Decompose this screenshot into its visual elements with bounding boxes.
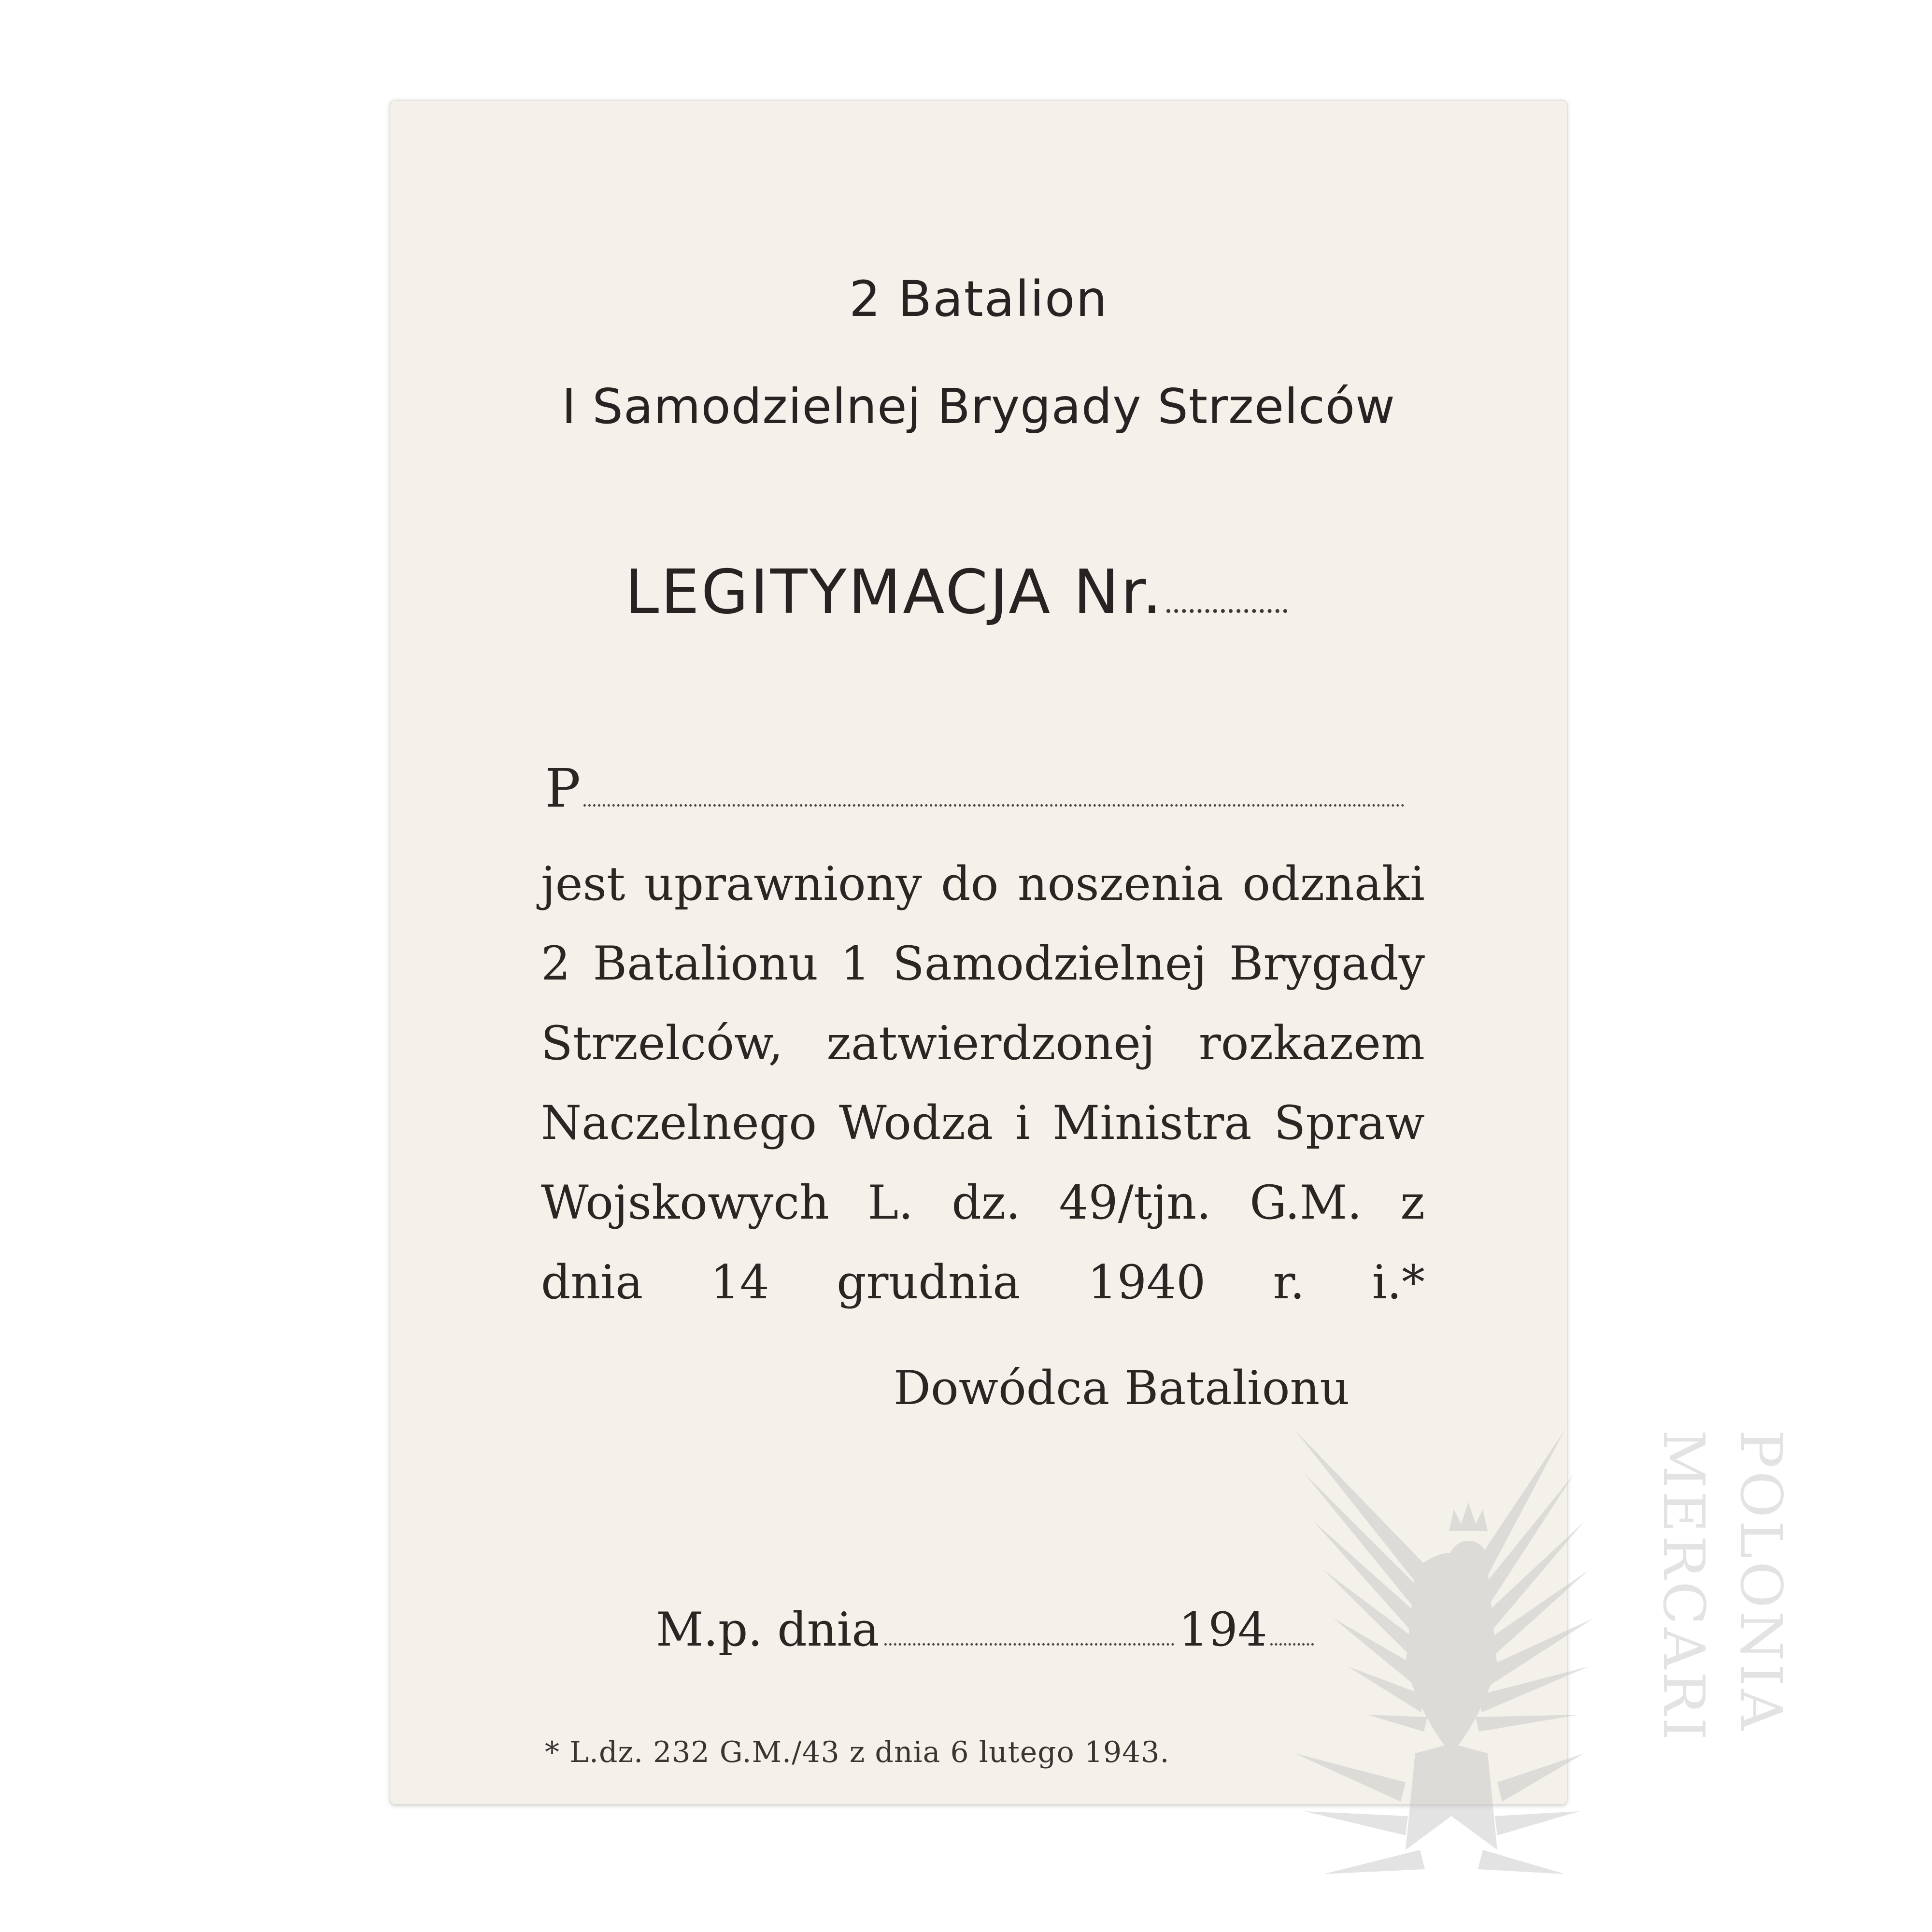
text-line bbox=[541, 1243, 1425, 1322]
word: Batalionu bbox=[593, 937, 818, 991]
word: rozkazem bbox=[1198, 1016, 1425, 1070]
word: r. bbox=[1273, 1255, 1305, 1309]
word: Spraw bbox=[1274, 1096, 1425, 1150]
word: odznaki bbox=[1242, 857, 1425, 911]
holder-name-line bbox=[545, 757, 1405, 819]
word: uprawniony bbox=[644, 857, 922, 911]
word: G.M. bbox=[1250, 1176, 1362, 1230]
footnote: * L.dz. 232 G.M./43 z dnia 6 lutego 1943. bbox=[545, 1735, 1170, 1769]
text-line bbox=[541, 1004, 1425, 1083]
word: Ministra bbox=[1052, 1096, 1252, 1150]
entitlement-text bbox=[541, 844, 1425, 1322]
word: do bbox=[941, 857, 999, 911]
word: Brygady bbox=[1229, 937, 1425, 991]
date-blank-field bbox=[884, 1638, 1174, 1646]
text-line bbox=[541, 844, 1425, 924]
word: Wodza bbox=[839, 1096, 994, 1150]
word: 1940 bbox=[1087, 1255, 1206, 1309]
brigade-heading: I Samodzielnej Brygady Strzelców bbox=[562, 378, 1395, 435]
holder-prefix: P bbox=[545, 757, 581, 819]
word: Strzelców, bbox=[541, 1016, 783, 1070]
watermark-line2: POLONIA bbox=[1728, 1430, 1794, 1733]
word: dz. bbox=[952, 1176, 1021, 1230]
commander-title: Dowódca Batalionu bbox=[894, 1361, 1350, 1415]
word: Naczelnego bbox=[541, 1096, 817, 1150]
word: dnia bbox=[541, 1255, 643, 1309]
battalion-heading: 2 Batalion bbox=[849, 270, 1108, 328]
place-date-label: M.p. dnia bbox=[656, 1603, 880, 1657]
text-line bbox=[541, 1163, 1425, 1243]
word: jest bbox=[541, 857, 625, 911]
word: zatwierdzonej bbox=[826, 1016, 1155, 1070]
word: i.* bbox=[1372, 1255, 1425, 1309]
watermark-line1: MERCARI bbox=[1650, 1430, 1717, 1743]
card-title bbox=[625, 556, 1287, 627]
word: 14 bbox=[710, 1255, 769, 1309]
eagle-icon bbox=[1294, 1430, 1594, 1874]
number-blank-field bbox=[1166, 604, 1287, 613]
text-line bbox=[541, 1083, 1425, 1163]
watermark bbox=[1294, 1415, 1884, 1908]
word: i bbox=[1015, 1096, 1030, 1150]
card-title-text: LEGITYMACJA Nr. bbox=[625, 556, 1164, 627]
word: 49/tjn. bbox=[1059, 1176, 1211, 1230]
word: z bbox=[1400, 1176, 1425, 1230]
year-prefix: 194 bbox=[1179, 1603, 1267, 1657]
word: L. bbox=[867, 1176, 913, 1230]
word: 1 bbox=[840, 937, 870, 991]
holder-name-blank-field bbox=[583, 799, 1405, 807]
word: noszenia bbox=[1017, 857, 1223, 911]
word: Wojskowych bbox=[541, 1176, 829, 1230]
word: grudnia bbox=[837, 1255, 1021, 1309]
word: Samodzielnej bbox=[892, 937, 1207, 991]
text-line bbox=[541, 924, 1425, 1004]
place-date-line bbox=[656, 1603, 1314, 1657]
word: 2 bbox=[541, 937, 571, 991]
